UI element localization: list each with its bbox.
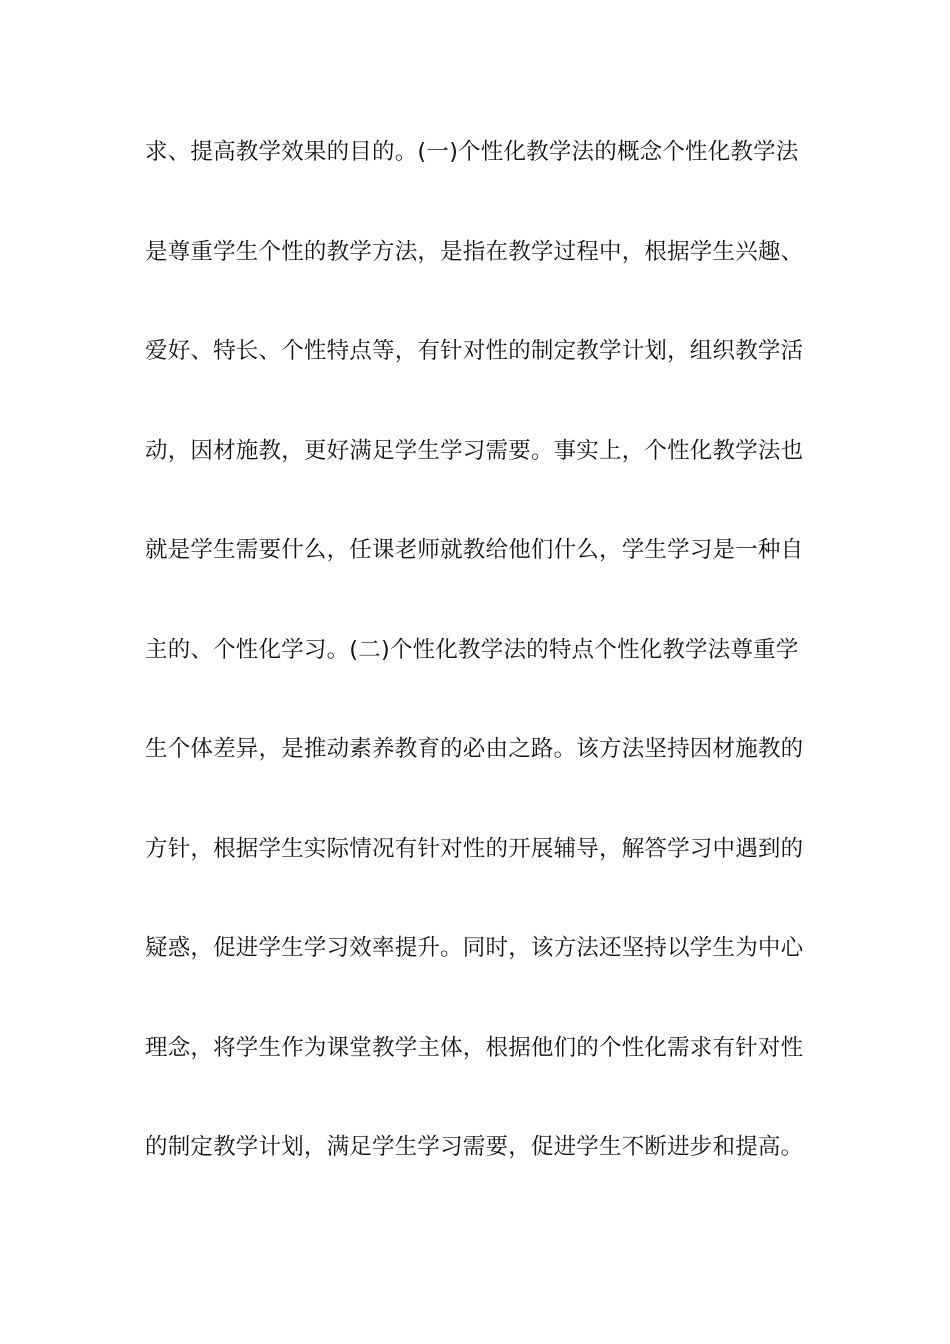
text-line: 主的、个性化学习。(二)个性化教学法的特点个性化教学法尊重学 [145, 636, 799, 663]
text-line: 理念，将学生作为课堂教学主体，根据他们的个性化需求有针对性 [145, 1034, 804, 1061]
body-text [145, 128, 810, 1223]
text-line: 生个体差异，是推动素养教育的必由之路。该方法坚持因材施教的 [145, 736, 804, 762]
text-line: 是尊重学生个性的教学方法，是指在教学过程中，根据学生兴趣、 [145, 238, 804, 265]
text-line: 动，因材施教，更好满足学生学习需要。事实上，个性化教学法也 [145, 437, 804, 464]
text-line: 就是学生需要什么，任课老师就教给他们什么，学生学习是一种自 [145, 537, 804, 563]
text-line: 疑惑，促进学生学习效率提升。同时，该方法还坚持以学生为中心 [145, 935, 804, 961]
text-line: 方针，根据学生实际情况有针对性的开展辅导，解答学习中遇到的 [145, 835, 804, 862]
text-line: 的制定教学计划，满足学生学习需要，促进学生不断进步和提高。 [145, 1134, 804, 1160]
text-line: 求、提高教学效果的目的。(一)个性化教学法的概念个性化教学法 [145, 139, 799, 165]
text-line: 爱好、特长、个性特点等，有针对性的制定教学计划，组织教学活 [145, 338, 804, 364]
